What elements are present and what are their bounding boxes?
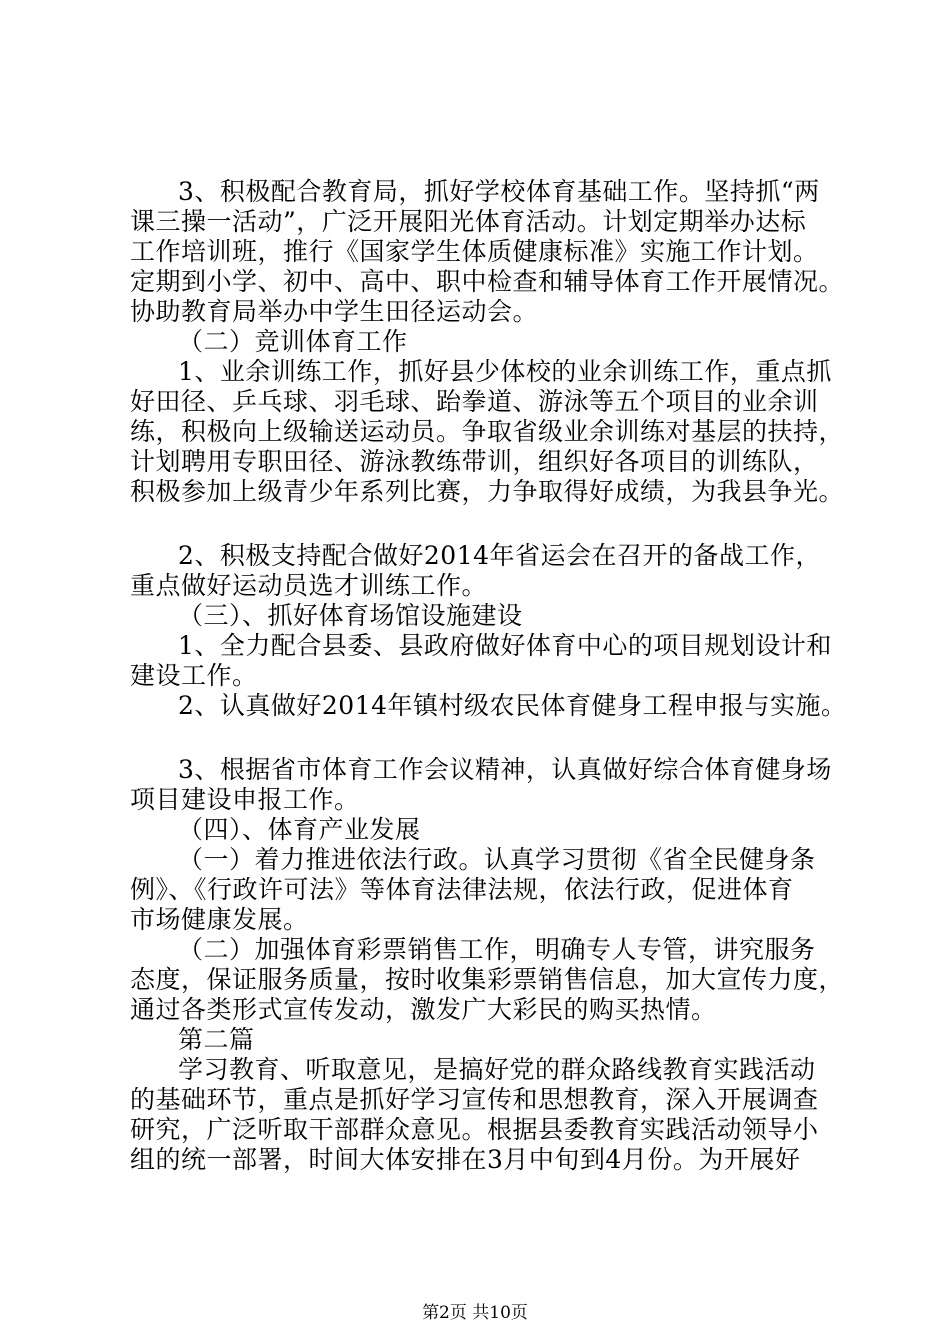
text-line: 练，积极向上级输送运动员。争取省级业余训练对基层的扶持， — [130, 417, 845, 446]
text-line: 态度，保证服务质量，按时收集彩票销售信息，加大宣传力度， — [130, 965, 845, 994]
text-line: 通过各类形式宣传发动，激发广大彩民的购买热情。 — [130, 995, 717, 1024]
text-line: 1、业余训练工作，抓好县少体校的业余训练工作，重点抓 — [178, 357, 832, 386]
text-line: 积极参加上级青少年系列比赛，力争取得好成绩，为我县争光。 — [130, 477, 845, 506]
text-line: 重点做好运动员选才训练工作。 — [130, 571, 488, 600]
text-line: 1、全力配合县委、县政府做好体育中心的项目规划设计和 — [178, 631, 832, 660]
text-line: 2、认真做好2014年镇村级农民体育健身工程申报与实施。 — [178, 691, 847, 720]
text-line: 2、积极支持配合做好2014年省运会在召开的备战工作， — [178, 541, 822, 570]
text-line: 3、积极配合教育局，抓好学校体育基础工作。坚持抓“两 — [178, 177, 820, 206]
section-heading: （二）竞训体育工作 — [178, 327, 408, 356]
text-line: 项目建设申报工作。 — [130, 785, 360, 814]
text-line: 3、根据省市体育工作会议精神，认真做好综合体育健身场 — [178, 755, 832, 784]
text-line: （一）着力推进依法行政。认真学习贯彻《省全民健身条 — [178, 845, 816, 874]
text-line: 工作培训班，推行《国家学生体质健康标准》实施工作计划。 — [130, 237, 819, 266]
text-line: 建设工作。 — [130, 661, 258, 690]
section-heading: 第二篇 — [178, 1025, 255, 1054]
text-line: 组的统一部署，时间大体安排在3月中旬到4月份。为开展好 — [130, 1145, 801, 1174]
text-line: 市场健康发展。 — [130, 905, 309, 934]
section-heading: （四）、体育产业发展 — [178, 815, 421, 844]
text-line: 协助教育局举办中学生田径运动会。 — [130, 297, 539, 326]
text-line: 计划聘用专职田径、游泳教练带训，组织好各项目的训练队， — [130, 447, 819, 476]
text-line: 课三操一活动”，广泛开展阳光体育活动。计划定期举办达标 — [130, 207, 807, 236]
text-line: 定期到小学、初中、高中、职中检查和辅导体育工作开展情况。 — [130, 267, 845, 296]
text-line: （二）加强体育彩票销售工作，明确专人专管，讲究服务 — [178, 935, 816, 964]
section-heading: （三）、抓好体育场馆设施建设 — [178, 601, 523, 630]
text-line: 例》、《行政许可法》等体育法律法规，依法行政，促进体育 — [130, 875, 794, 904]
text-line: 学习教育、听取意见，是搞好党的群众路线教育实践活动 — [178, 1055, 816, 1084]
page-footer: 第2页 共10页 — [422, 1303, 528, 1323]
text-line: 研究，广泛听取干部群众意见。根据县委教育实践活动领导小 — [130, 1115, 819, 1144]
text-line: 好田径、乒乓球、羽毛球、跆拳道、游泳等五个项目的业余训 — [130, 387, 819, 416]
text-line: 的基础环节，重点是抓好学习宣传和思想教育，深入开展调查 — [130, 1085, 819, 1114]
